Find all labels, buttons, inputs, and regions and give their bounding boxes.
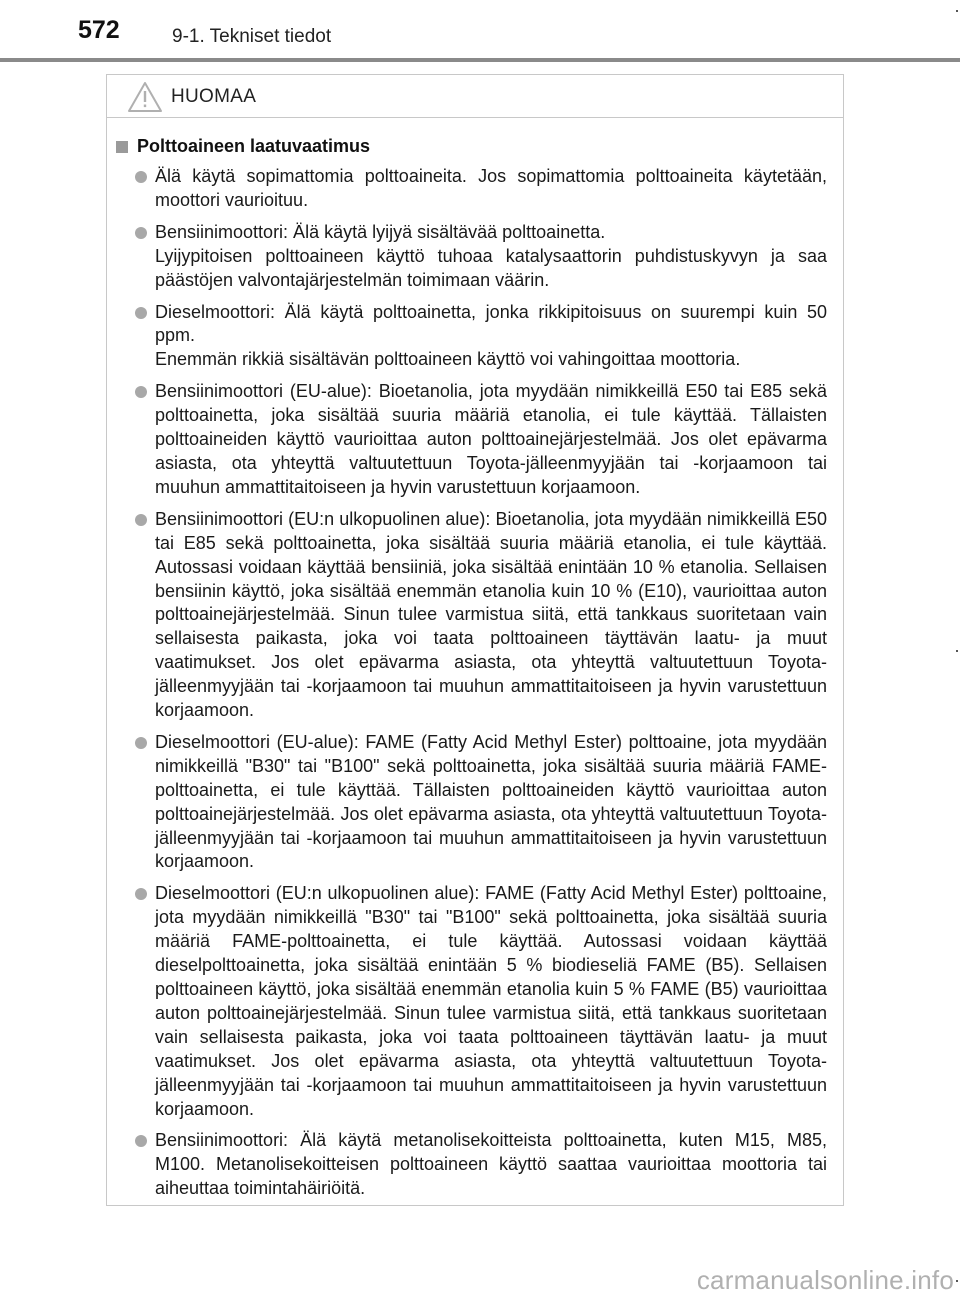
item-text: Bensiinimoottori: Älä käytä lyijyä sisältävää polttoainetta. — [155, 221, 606, 242]
item-text: Dieselmoottori: Älä käytä polttoainetta, jonka rikkipitoisuus on suurempi kuin 50 ppm. — [155, 301, 827, 346]
edge-mark — [956, 10, 958, 12]
round-bullet-icon — [135, 227, 147, 239]
list-item — [115, 508, 835, 723]
subheading — [115, 136, 835, 157]
list-item — [115, 221, 835, 293]
page-number: 572 — [78, 16, 120, 44]
subheading-text: Polttoaineen laatuvaatimus — [137, 136, 371, 156]
list-item — [115, 1129, 835, 1201]
list-item — [115, 165, 835, 213]
round-bullet-icon — [135, 171, 147, 183]
list-item — [115, 380, 835, 500]
site-watermark: carmanualsonline.info — [696, 1265, 954, 1295]
round-bullet-icon — [135, 888, 147, 900]
page-header — [0, 0, 960, 64]
item-text: Bensiinimoottori (EU:n ulkopuolinen alue): Bioetanolia, jota myydään nimikkeillä E50 tai E85 sekä polttoainetta, joka sisältää suuria määriä etanolia, ei tule käyttää. Autossasi voidaan käyttää bensiiniä, joka sisältää enintään 10 % etanolia. Sellaisen bensiinin käyttö, joka sisältää enemmän etanolia kuin 10 % (E10), vaurioittaa auton polttoainejärjestelmää. Sinun tulee varmistua siitä, että tankkaus suoritetaan vain sellaisesta paikasta, joka voi taata polttoaineen täyttävän laatu- ja muut vaatimukset. Jos olet epävarma asiasta, ota yhteyttä valtuutettuun Toyota-jälleenmyyjään tai -korjaamoon tai muuhun ammattitaitoiseen ja hyvin varustettuun korjaamoon. — [155, 508, 827, 721]
item-text: Dieselmoottori (EU:n ulkopuolinen alue): FAME (Fatty Acid Methyl Ester) polttoaine, jota myydään nimikkeillä "B30" tai "B100" sekä polttoainetta, joka sisältää suuria määriä FAME-polttoainetta, ei tule käyttää. Autossasi voidaan käyttää dieselpolttoainetta, joka sisältää enintään 5 % biodieseliä FAME (B5). Sellaisen polttoaineen käyttö, joka sisältää enemmän etanolia kuin 5 % FAME (B5) vaurioittaa auton polttoainejärjestelmää. Sinun tulee varmistua siitä, että tankkaus suoritetaan vain sellaisesta paikasta, joka voi taata polttoaineen täyttävän laatu- ja muut vaatimukset. Jos olet epävarma asiasta, ota yhteyttä valtuutettuun Toyota-jälleenmyyjään tai -korjaamoon tai muuhun ammattitaitoiseen ja hyvin varustettuun korjaamoon. — [155, 883, 827, 1119]
notice-box — [106, 74, 844, 1206]
round-bullet-icon — [135, 737, 147, 749]
warning-triangle-icon — [127, 81, 163, 113]
item-text: Älä käytä sopimattomia polttoaineita. Jos sopimattomia polttoaineita käytetään, moottori vaurioituu. — [155, 166, 827, 210]
list-item — [115, 301, 835, 373]
notice-header — [107, 75, 843, 118]
list-item — [115, 882, 835, 1121]
item-text: Bensiinimoottori: Älä käytä metanolisekoitteista polttoainetta, kuten M15, M85, M100. Metanolisekoitteisen polttoaineen käyttö saattaa vaurioittaa moottoria tai aiheuttaa toimintahäiriöitä. — [155, 1130, 827, 1199]
header-rule — [0, 58, 960, 62]
edge-mark — [956, 1280, 958, 1282]
item-text: Bensiinimoottori (EU-alue): Bioetanolia, jota myydään nimikkeillä E50 tai E85 sekä polttoainetta, joka sisältää suuria määriä etanolia, ei tule käyttää. Tällaisten polttoaineiden käyttö vaurioittaa auton polttoainejärjestelmää. Jos olet epävarma asiasta, ota yhteyttä valtuutettuun Toyota-jälleenmyyjään tai -korjaamoon tai muuhun ammattitaitoiseen ja hyvin varustettuun korjaamoon. — [155, 381, 827, 497]
item-text: Lyijypitoisen polttoaineen käyttö tuhoaa katalysaattorin puhdistuskyvyn ja saa päästöjen valvontajärjestelmän toimimaan väärin. — [155, 245, 827, 290]
round-bullet-icon — [135, 386, 147, 398]
notice-body — [107, 118, 843, 1201]
bullet-list — [115, 165, 835, 1201]
round-bullet-icon — [135, 307, 147, 319]
round-bullet-icon — [135, 514, 147, 526]
square-bullet-icon — [116, 141, 128, 153]
edge-mark — [956, 650, 958, 652]
item-text: Dieselmoottori (EU-alue): FAME (Fatty Acid Methyl Ester) polttoaine, jota myydään nimikkeillä "B30" tai "B100" sekä polttoainetta, joka sisältää suuria määriä FAME-polttoainetta, ei tule käyttää. Tällaisten polttoaineiden käyttö vaurioittaa auton polttoainejärjestelmää. Jos olet epävarma asiasta, ota yhteyttä valtuutettuun Toyota-jälleenmyyjään tai -korjaamoon tai muuhun ammattitaitoiseen ja hyvin varustettuun korjaamoon. — [155, 731, 827, 872]
round-bullet-icon — [135, 1135, 147, 1147]
notice-title: HUOMAA — [171, 86, 257, 107]
item-text: Enemmän rikkiä sisältävän polttoaineen käyttö voi vahingoittaa moottoria. — [155, 349, 741, 370]
section-title: 9-1. Tekniset tiedot — [172, 26, 332, 47]
list-item — [115, 731, 835, 874]
